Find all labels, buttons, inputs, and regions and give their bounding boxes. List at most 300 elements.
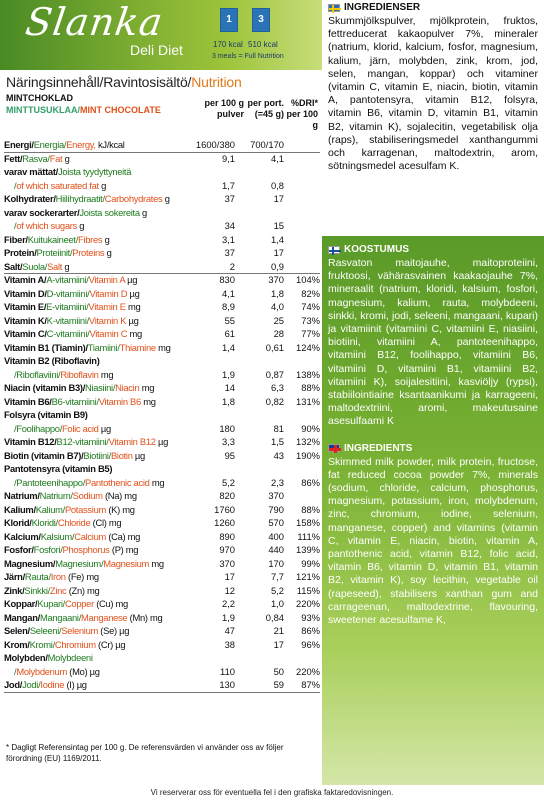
nutrient-unit: µg <box>132 449 145 461</box>
nutrient-sv: Fiber/ <box>4 233 28 245</box>
value-perport: 5,2 <box>270 584 284 596</box>
value-dri: 86% <box>301 476 320 488</box>
table-row <box>4 517 320 531</box>
green-panel <box>322 236 544 785</box>
nutrient-sv: Zink/ <box>4 584 25 596</box>
nutrient-en: of which sugars <box>16 220 77 231</box>
nutrient-label <box>4 166 131 177</box>
nutrient-fi: Hiilihydraatit/ <box>55 193 105 204</box>
value-per100: 12 <box>224 584 235 596</box>
value-perport: 25 <box>273 314 284 326</box>
value-dri: 90% <box>301 422 320 434</box>
nutrient-label <box>4 639 125 650</box>
value-perport: 370 <box>268 274 284 285</box>
nutrient-sv: Niacin (vitamin B3)/ <box>4 382 85 393</box>
value-perport: 1,4 <box>270 233 284 245</box>
table-row <box>4 369 320 383</box>
table-row <box>4 234 320 248</box>
nutrient-unit: (P) mg <box>109 544 139 555</box>
nutrient-unit: g <box>102 233 110 245</box>
brand-logo: Slanka <box>22 0 167 44</box>
nutrient-en: Energy, <box>66 139 96 150</box>
value-perport: 440 <box>268 544 284 555</box>
nutrition-title <box>6 74 242 90</box>
table-row <box>4 679 320 693</box>
nutrient-en: Niacin <box>115 382 140 393</box>
value-dri: 77% <box>301 328 320 339</box>
nutrient-unit: mg <box>98 368 114 380</box>
nutrient-en: Chromium <box>54 638 96 650</box>
value-dri: 73% <box>301 314 320 326</box>
table-row <box>4 288 320 302</box>
value-perport: 790 <box>268 503 284 515</box>
value-perport: 400 <box>268 530 284 542</box>
nutrient-sv: Pantotensyra (vitamin B5) <box>4 463 113 474</box>
nutrient-label <box>4 355 100 366</box>
nutrient-unit: mg <box>139 382 155 393</box>
nutrient-unit: µg <box>155 436 168 447</box>
nutrient-unit: g <box>62 152 70 164</box>
nutrient-unit: (Zn) mg <box>66 584 100 596</box>
title-en: Nutrition <box>191 74 242 90</box>
value-perport: 0,8 <box>270 179 284 191</box>
value-perport: 7,7 <box>270 571 284 582</box>
nutrient-label <box>4 234 110 245</box>
nutrient-en: Molybdenum <box>16 665 67 677</box>
table-row <box>4 639 320 653</box>
nutrient-en: Copper <box>64 598 94 609</box>
nutrient-en: Pantothenic acid <box>85 476 150 488</box>
value-per100: 1,4 <box>221 341 235 353</box>
table-row <box>4 328 320 342</box>
value-perport: 700/170 <box>250 139 284 150</box>
value-dri: 124% <box>296 341 320 353</box>
nutrient-sv: Selen/ <box>4 625 30 636</box>
value-per100: 37 <box>224 247 235 258</box>
nutrient-fi: / <box>14 179 17 191</box>
nutrient-unit: µg <box>124 274 138 285</box>
nutrient-label <box>4 328 142 339</box>
nutrient-sv: Jod/ <box>4 679 23 690</box>
value-perport: 59 <box>273 679 284 690</box>
value-per100: 1,9 <box>221 611 235 623</box>
nutrient-sv: Krom/ <box>4 638 30 650</box>
value-perport: 43 <box>273 449 284 461</box>
value-dri: 220% <box>296 598 320 609</box>
value-per100: 37 <box>224 193 235 204</box>
nutrient-en: Fat <box>49 152 63 164</box>
table-row <box>4 261 320 275</box>
nutrient-sv: Vitamin A/ <box>4 274 47 285</box>
nutrient-sv: Fett/ <box>4 152 23 164</box>
value-dri: 115% <box>296 584 320 596</box>
table-row <box>4 342 320 356</box>
flavour-fi: MINTTUSUKLAA/ <box>6 105 80 115</box>
footnote: * Dagligt Referensintag per 100 g. De referensvärden vi använder oss av följer förordning (EU) 1169/2011. <box>6 743 284 763</box>
value-per100: 3,1 <box>221 233 235 245</box>
nutrient-unit: kJ/kcal <box>95 139 125 150</box>
nutrient-label <box>4 207 147 218</box>
value-per100: 820 <box>219 490 235 501</box>
value-perport: 1,8 <box>270 287 284 299</box>
ingredients-fi-title: KOOSTUMUS <box>344 244 409 255</box>
value-per100: 1760 <box>214 503 235 515</box>
table-row <box>4 666 320 680</box>
nutrient-label <box>4 531 140 542</box>
nutrient-unit: (Na) mg <box>102 490 137 501</box>
nutrient-en: Vitamin B6 <box>98 395 141 407</box>
nutrient-unit: (Ca) mg <box>106 530 141 542</box>
nutrient-label <box>4 247 112 258</box>
ingredients-sv-text: Skummjölkspulver, mjölkprotein, fruktos, fettreducerat kakaopulver 7%, mineraler (natrium, klorid, kalcium, fosfor, magnesium, kalium, järn, molybden, zink, krom, jod, selen, mangan, koppar) och vitaminer (vitamin C, vitamin E, niacin, biotin, vitamin A, pantotensyra, vitamin B12, folsyra, vitamin B6, vitamin D, vitamin B1, vitamin B2, vitamin K), sojalecitin, vegetabilisk olja (raps), stabiliseringsmedel xanthangummi och karragenan, maltodextrin, arom, sötningsmedel acesulfam K. <box>328 15 538 173</box>
nutrient-sv: Kalium/ <box>4 503 36 515</box>
sweden-flag-icon <box>328 4 340 12</box>
value-perport: 15 <box>273 220 284 231</box>
nutrient-fi: Joista sokereita <box>79 206 140 218</box>
nutrient-sv: Vitamin B2 (Riboflavin) <box>4 355 100 366</box>
value-perport: 570 <box>268 517 284 528</box>
nutrient-en: Potassium <box>64 503 107 515</box>
nutrient-fi: Proteiinit/ <box>36 247 73 258</box>
ingredients-fi-text: Rasvaton maitojauhe, maitoproteiini, fruktoosi, vähärasvainen kaakaojauhe 7%, mineraalit (natrium, kloridi, kalsium, fosfori, magnesium, kalium, rauta, molybdeeni, sinkki, kromi, jodi, seleeni, mangaani, kupari) ja vitamiinit (vitamiini C, vitamiini E, niasiini, biotiini, vitamiini A, pantoteenihappo, vitamiini B12, foolihappo, vitamiini B6, vitamiini D, vitamiini B1, vitamiini B2, vitamiini K), soijalesitiini, kasviöljy (rypsi), stabiilointiaine ksantaanikumi ja karrageeni, maltodextriini, aromi, makeutusaine asesulfaami K <box>328 257 538 428</box>
nutrient-fi: / <box>14 665 17 677</box>
value-dri: 88% <box>301 382 320 393</box>
table-row <box>4 315 320 329</box>
value-dri: 132% <box>296 436 320 447</box>
value-per100: 1,8 <box>221 395 235 407</box>
value-dri: 131% <box>296 395 320 407</box>
table-row <box>4 409 320 423</box>
nutrient-en: Iodine <box>40 679 65 690</box>
nutrient-fi: Suola/ <box>22 260 48 272</box>
nutrient-sv: Mangan/ <box>4 611 40 623</box>
nutrient-fi: Rauta/ <box>24 571 51 582</box>
value-per100: 830 <box>219 274 235 285</box>
nutrient-sv: Vitamin B12/ <box>4 436 57 447</box>
value-dri: 96% <box>301 638 320 650</box>
ingredients-sv <box>322 0 544 236</box>
nutrient-label <box>4 382 154 393</box>
value-per100: 4,1 <box>221 287 235 299</box>
value-per100: 1,9 <box>221 368 235 380</box>
nutrient-sv: Järn/ <box>4 571 25 582</box>
value-dri: 190% <box>296 449 320 461</box>
nutrient-label <box>4 139 125 150</box>
col-per100: per 100 g pulver <box>204 98 244 119</box>
nutrient-label <box>4 220 84 231</box>
flavour-sv: MINTCHOKLAD <box>6 93 73 103</box>
nutrient-fi: Kloridi/ <box>31 517 58 528</box>
nutrient-sv: Vitamin E/ <box>4 301 47 312</box>
value-per100: 17 <box>224 571 235 582</box>
nutrient-unit: mg <box>140 395 156 407</box>
value-per100: 970 <box>219 544 235 555</box>
value-dri: 104% <box>296 274 320 285</box>
value-dri: 111% <box>297 530 320 542</box>
value-per100: 2 <box>229 260 235 272</box>
nutrient-sv: Magnesium/ <box>4 557 56 569</box>
nutrient-en: Magnesium <box>103 557 150 569</box>
nutrient-label <box>4 477 164 488</box>
value-perport: 17 <box>273 247 284 258</box>
nutrient-sv: varav mättat/ <box>4 166 58 177</box>
value-perport: 21 <box>273 625 284 636</box>
nutrient-sv: Natrium/ <box>4 490 40 501</box>
nutrient-unit: g <box>162 193 170 204</box>
nutrient-label <box>4 652 93 663</box>
nutrient-label <box>4 301 140 312</box>
nutrient-fi: Jodi/ <box>22 679 41 690</box>
nutrient-sv: Energi/ <box>4 139 34 150</box>
nutrient-sv: Vitamin K/ <box>4 314 47 326</box>
table-row <box>4 180 320 194</box>
nutrient-label <box>4 490 137 501</box>
nutrient-fi: /Foolihappo/ <box>14 422 62 434</box>
table-row <box>4 585 320 599</box>
value-per100: 9,1 <box>221 152 235 164</box>
nutrient-unit: µg <box>127 287 140 299</box>
nutrient-unit: (I) µg <box>64 679 87 690</box>
value-dri: 86% <box>301 625 320 636</box>
value-per100: 1260 <box>214 517 235 528</box>
nutrient-fi: Kalium/ <box>35 503 65 515</box>
table-row <box>4 423 320 437</box>
nutrient-fi: Magnesium/ <box>55 557 104 569</box>
nutrient-label <box>4 288 140 299</box>
nutrient-label <box>4 598 128 609</box>
value-per100: 370 <box>219 557 235 569</box>
nutrient-en: Zinc <box>49 584 67 596</box>
nutrient-fi: Sinkki/ <box>24 584 50 596</box>
brand-header <box>0 0 322 70</box>
value-perport: 2,3 <box>270 476 284 488</box>
ingredients-sv-heading <box>328 2 538 13</box>
table-row <box>4 436 320 450</box>
nutrient-fi: Energia/ <box>33 139 67 150</box>
nutrient-sv: varav sockerarter/ <box>4 206 80 218</box>
table-row <box>4 274 320 288</box>
value-per100: 95 <box>224 449 235 461</box>
nutrient-label <box>4 342 171 353</box>
table-row <box>4 220 320 234</box>
nutrient-en: Riboflavin <box>60 368 99 380</box>
nutrient-label <box>4 369 113 380</box>
flavour-en: MINT CHOCOLATE <box>80 105 161 115</box>
title-fi: Ravintosisältö/ <box>103 74 192 90</box>
kcal-triple: 510 kcal <box>248 40 278 49</box>
nutrient-fi: E-vitamiini/ <box>46 301 89 312</box>
value-perport: 81 <box>273 422 284 434</box>
nutrient-unit: µg <box>126 314 139 326</box>
nutrient-fi: D-vitamiini/ <box>46 287 90 299</box>
value-dri: 99% <box>301 557 320 569</box>
value-dri: 121% <box>296 571 320 582</box>
ingredients-en-heading <box>328 443 538 454</box>
table-row <box>4 247 320 261</box>
value-perport: 1,5 <box>270 436 284 447</box>
nutrient-en: Phosphorus <box>62 544 110 555</box>
nutrient-unit: g <box>139 206 147 218</box>
table-row <box>4 544 320 558</box>
triple-pack-icon: 3 <box>252 8 270 32</box>
nutrient-fi: Biotiini/ <box>83 449 111 461</box>
value-per100: 3,3 <box>221 436 235 447</box>
value-per100: 47 <box>224 625 235 636</box>
finland-flag-icon <box>328 246 340 254</box>
value-perport: 1,0 <box>270 598 284 609</box>
table-row <box>4 652 320 666</box>
nutrient-fi: B6-vitamiini/ <box>51 395 99 407</box>
nutrient-fi: /Riboflaviini/ <box>14 368 61 380</box>
nutrient-label <box>4 517 121 528</box>
nutrient-sv: Fosfor/ <box>4 544 34 555</box>
nutrient-en: Fibres <box>78 233 103 245</box>
disclaimer: Vi reserverar oss för eventuella fel i den grafiska faktaredovisningen. <box>0 785 544 800</box>
value-per100: 14 <box>224 382 235 393</box>
nutrient-fi: Natrium/ <box>39 490 73 501</box>
value-per100: 130 <box>219 679 235 690</box>
nutrient-unit: mg <box>127 328 142 339</box>
nutrient-unit: g <box>104 247 112 258</box>
nutrient-label <box>4 463 112 474</box>
table-row <box>4 504 320 518</box>
kcal-single: 170 kcal <box>213 40 243 49</box>
nutrient-label <box>4 396 156 407</box>
nutrient-en: Thiamine <box>119 341 156 353</box>
nutrient-unit: (Fe) mg <box>65 571 99 582</box>
nutrient-sv: Vitamin C/ <box>4 328 47 339</box>
nutrient-label <box>4 625 129 636</box>
nutrient-sv: Folsyra (vitamin B9) <box>4 409 88 420</box>
nutrient-en: Folic acid <box>62 422 99 434</box>
table-row <box>4 166 320 180</box>
title-sv: Näringsinnehåll/ <box>6 74 104 90</box>
value-perport: 0,82 <box>265 395 284 407</box>
nutrient-unit: mg <box>155 341 171 353</box>
value-perport: 0,9 <box>270 260 284 272</box>
nutrient-unit: mg <box>149 476 165 488</box>
table-row <box>4 193 320 207</box>
value-perport: 4,0 <box>270 301 284 312</box>
nutrient-sv: Vitamin B1 (Tiamin)/ <box>4 341 88 353</box>
value-dri: 88% <box>301 503 320 515</box>
nutrient-label <box>4 612 162 623</box>
nutrient-en: Biotin <box>110 449 133 461</box>
nutrient-sv: Kolhydrater/ <box>4 193 56 204</box>
value-dri: 158% <box>296 517 320 528</box>
nutrient-sv: Koppar/ <box>4 598 38 609</box>
nutrient-label <box>4 571 99 582</box>
nutrient-label <box>4 193 170 204</box>
table-row <box>4 207 320 221</box>
value-per100: 180 <box>219 422 235 434</box>
table-row <box>4 153 320 167</box>
value-per100: 1600/380 <box>195 139 235 150</box>
table-row <box>4 598 320 612</box>
value-perport: 50 <box>273 665 284 677</box>
nutrient-label <box>4 450 145 461</box>
nutrient-unit: (Se) µg <box>98 625 130 636</box>
value-per100: 61 <box>224 328 235 339</box>
nutrient-fi: A-vitamiini/ <box>46 274 89 285</box>
value-dri: 87% <box>301 679 320 690</box>
value-perport: 0,84 <box>265 611 284 623</box>
table-row <box>4 450 320 464</box>
flavour-fi-en <box>6 105 161 115</box>
nutrient-en: Vitamin K <box>88 314 127 326</box>
value-perport: 6,3 <box>270 382 284 393</box>
nutrient-unit: (K) mg <box>106 503 135 515</box>
col-perport: per port. (=45 g) <box>247 98 284 119</box>
value-perport: 0,61 <box>265 341 284 353</box>
nutrient-fi: K-vitamiini/ <box>46 314 89 326</box>
table-row <box>4 355 320 369</box>
value-per100: 34 <box>224 220 235 231</box>
nutrient-en: Salt <box>47 260 63 272</box>
nutrient-en: Selenium <box>61 625 98 636</box>
nutrient-fi: Kromi/ <box>29 638 55 650</box>
ingredients-panel <box>322 0 544 785</box>
nutrient-unit: (Cl) mg <box>90 517 122 528</box>
table-row <box>4 558 320 572</box>
value-per100: 2,2 <box>221 598 235 609</box>
value-perport: 170 <box>268 557 284 569</box>
value-perport: 0,87 <box>265 368 284 380</box>
value-per100: 55 <box>224 314 235 326</box>
nutrient-en: Vitamin B12 <box>108 436 156 447</box>
value-per100: 110 <box>220 665 235 677</box>
value-perport: 17 <box>273 193 284 204</box>
nutrient-sv: Vitamin D/ <box>4 287 47 299</box>
col-dri: %DRI* per 100 g <box>286 98 318 130</box>
ingredients-en-title: INGREDIENTS <box>344 442 413 454</box>
nutrient-fi: /Pantoteenihappo/ <box>14 476 86 488</box>
nutrient-unit: g <box>76 220 85 231</box>
value-perport: 4,1 <box>270 152 284 164</box>
value-per100: 8,9 <box>221 301 235 312</box>
nutrient-sv: Salt/ <box>4 260 23 272</box>
nutrient-unit: (Mn) mg <box>127 611 163 623</box>
nutrient-fi: Molybdeeni <box>47 652 93 663</box>
nutrient-fi: / <box>14 220 17 231</box>
nutrient-unit: g <box>62 260 70 272</box>
meals-note: 3 meals = Full Nutrition <box>212 53 284 60</box>
table-row <box>4 625 320 639</box>
nutrient-fi: Kupari/ <box>37 598 65 609</box>
nutrient-label <box>4 585 99 596</box>
nutrient-en: Proteins <box>72 247 105 258</box>
nutrient-en: Vitamin D <box>89 287 128 299</box>
value-dri: 74% <box>301 301 320 312</box>
nutrient-label <box>4 504 135 515</box>
nutrient-en: Carbohydrates <box>104 193 163 204</box>
value-per100: 1,7 <box>221 179 235 191</box>
nutrient-label <box>4 261 69 272</box>
ingredients-fi-heading <box>328 244 538 255</box>
nutrition-table <box>4 139 320 693</box>
single-pack-icon: 1 <box>220 8 238 32</box>
nutrient-label <box>4 423 111 434</box>
nutrient-unit: (Mo) µg <box>67 665 100 677</box>
table-row <box>4 301 320 315</box>
table-row <box>4 139 320 153</box>
nutrient-label <box>4 558 164 569</box>
table-row <box>4 396 320 410</box>
nutrient-fi: Niasiini/ <box>85 382 116 393</box>
nutrient-sv: Klorid/ <box>4 517 32 528</box>
nutrient-fi: Rasva/ <box>22 152 50 164</box>
nutrient-en: Vitamin E <box>88 301 126 312</box>
